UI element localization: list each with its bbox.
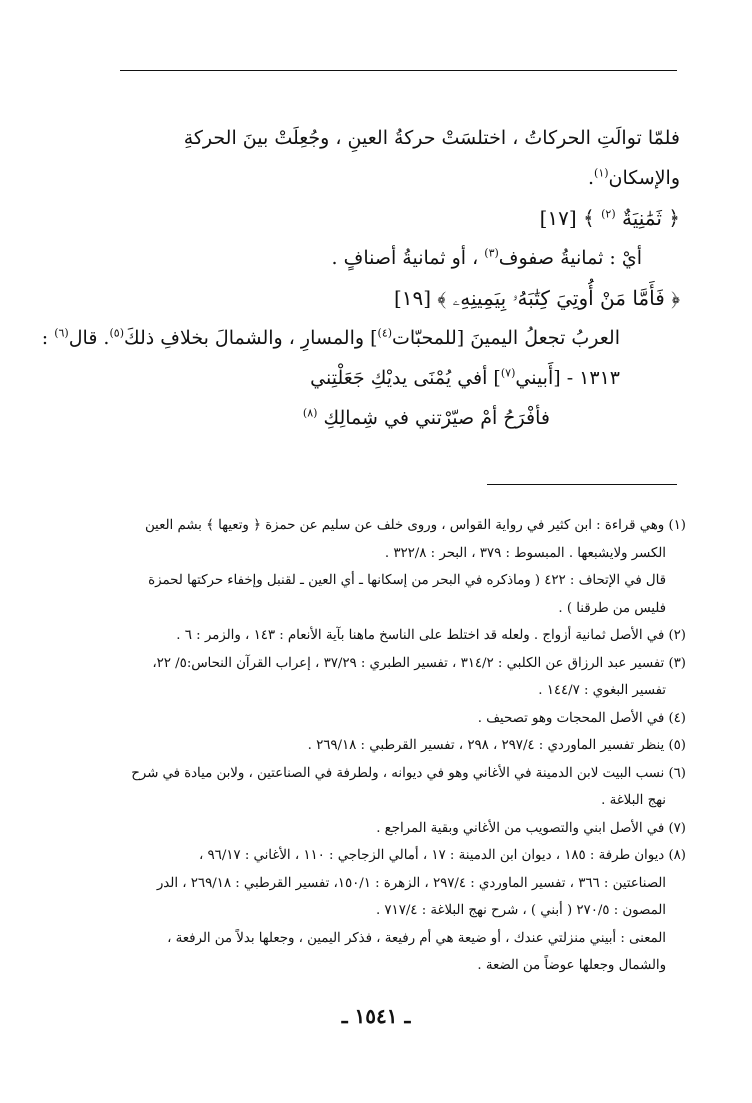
footnote-line: فليس من طرقنا ) . xyxy=(558,600,666,616)
main-line-5: ﴿ فَأَمَّا مَنْ أُوتِيَ كِتَٰبَهُۥ بِيَمِينِهِۦ ﴾ [١٩] xyxy=(393,286,680,310)
footnote-line: المعنى : أبيني منزلتي عندك ، أو ضيعة هي أم رفيعة ، فذكر اليمين ، وجعلها بدلاً من الرفعة ، xyxy=(167,930,666,946)
main-line-4: أيْ : ثمانيةُ صفوف$^{(٣)}$ ، أو ثمانيةُ أصنافٍ . xyxy=(331,246,642,269)
footnote-line: (٤) في الأصل المحجات وهو تصحيف . xyxy=(477,710,686,726)
main-text xyxy=(41,118,680,438)
footnote-ref-2: (٢) xyxy=(601,207,616,221)
footnote-line: تفسير البغوي : ١٤٤/٧ . xyxy=(538,683,666,698)
footnote-line: (٢) في الأصل ثمانية أزواج . ولعله قد اختلط على الناسخ ماهنا بآية الأنعام : ١٤٣ ، والزمر : ٦ . xyxy=(176,628,686,643)
footnote-ref-5: (٥) xyxy=(109,326,124,340)
footnote-line: والشمال وجعلها عوضاً من الضعة . xyxy=(477,958,666,973)
page-number: ـ ١٥٤١ ـ xyxy=(341,1004,411,1028)
footnote-line: (٣) تفسير عبد الرزاق عن الكلبي : ٣١٤/٢ ، تفسير الطبري : ٣٧/٢٩ ، إعراب القرآن النحاس:٥/ ٢٢، xyxy=(152,655,686,671)
footnote-ref-4: (٤) xyxy=(377,326,393,340)
footnote-line: المصون : ٢٧٠/٥ ( أبني ) ، شرح نهج البلاغة : ٧١٧/٤ . xyxy=(375,903,666,918)
footnotes xyxy=(108,512,686,980)
footnote-line: (١) وهي قراءة : ابن كثير في رواية القواس ، وروى خلف عن سليم عن حمزة ﴿ وتعيها ﴾ بشم العين xyxy=(144,518,686,533)
footnote-line: (٥) ينظر تفسير الماوردي : ٢٩٧/٤ ، ٢٩٨ ، تفسير القرطبي : ٢٦٩/١٨ . xyxy=(307,738,686,753)
main-line-6: العربُ تجعلُ اليمينَ [للمحبّات$^{(٤)}$] والمسارِ ، والشمالَ بخلافِ ذلكَ$^{(٥)}$. قال$^{(٦)}$ : xyxy=(41,326,620,349)
footnote-line: الصناعتين : ٣٦٦ ، تفسير الماوردي : ٢٩٧/٤ ، الزهرة : ١٥٠/١، تفسير القرطبي : ٢٦٩/١٨ ، الدر xyxy=(156,875,666,891)
footnote-separator xyxy=(487,484,677,485)
footnote-ref-7: (٧) xyxy=(500,366,516,380)
main-line-8: فأفْرَحُ أمْ صيّرْتني في شِمالِكِ $^{(٨)}$ xyxy=(302,406,550,429)
footnote-ref-1: (١) xyxy=(594,166,609,180)
footnote-line: نهج البلاغة . xyxy=(601,793,666,808)
footnote-ref-6: (٦) xyxy=(54,326,69,340)
footnote-line: الكسر ولايشبعها . المبسوط : ٣٧٩ ، البحر : ٣٢٢/٨ . xyxy=(384,545,666,561)
footnote-line: (٦) نسب البيت لابن الدمينة في الأغاني وهو في ديوانه ، ولطرفة في الصناعتين ، ولابن ميادة في شرح xyxy=(131,765,686,781)
footnote-line: (٨) ديوان طرفة : ١٨٥ ، ديوان ابن الدمينة : ١٧ ، أمالي الزجاجي : ١١٠ ، الأغاني : ٩٦/١٧ ، xyxy=(199,848,686,863)
verse-number-19: [١٩] xyxy=(393,286,432,310)
main-line-7: ١٣١٣ - [أَبيني$^{(٧)}$] أفي يُمْنَى يديْكِ جَعَلْتِني xyxy=(310,366,620,389)
main-line-2: والإسكان$^{(١)}$. xyxy=(587,166,680,189)
main-line-3: ﴿ ثَمَٰنِيَةٌ $^{(٢)}$ ﴾ [١٧] xyxy=(539,206,680,230)
top-rule xyxy=(120,70,677,71)
footnote-line: (٧) في الأصل ابني والتصويب من الأغاني وبقية المراجع . xyxy=(376,820,686,836)
footnote-ref-8: (٨) xyxy=(302,406,318,420)
main-line-1: فلمّا توالَتِ الحركاتُ ، اختلسَتْ حركةُ العينِ ، وجُعِلَتْ بينَ الحركةِ xyxy=(183,127,680,149)
footnote-ref-3: (٣) xyxy=(484,246,499,260)
verse-number-17: [١٧] xyxy=(539,206,577,230)
footnote-line: قال في الإتحاف : ٤٢٢ ( وماذكره في البحر من إسكانها ـ أي العين ـ لقنبل وإخفاء حركتها لحمزة xyxy=(148,573,666,588)
